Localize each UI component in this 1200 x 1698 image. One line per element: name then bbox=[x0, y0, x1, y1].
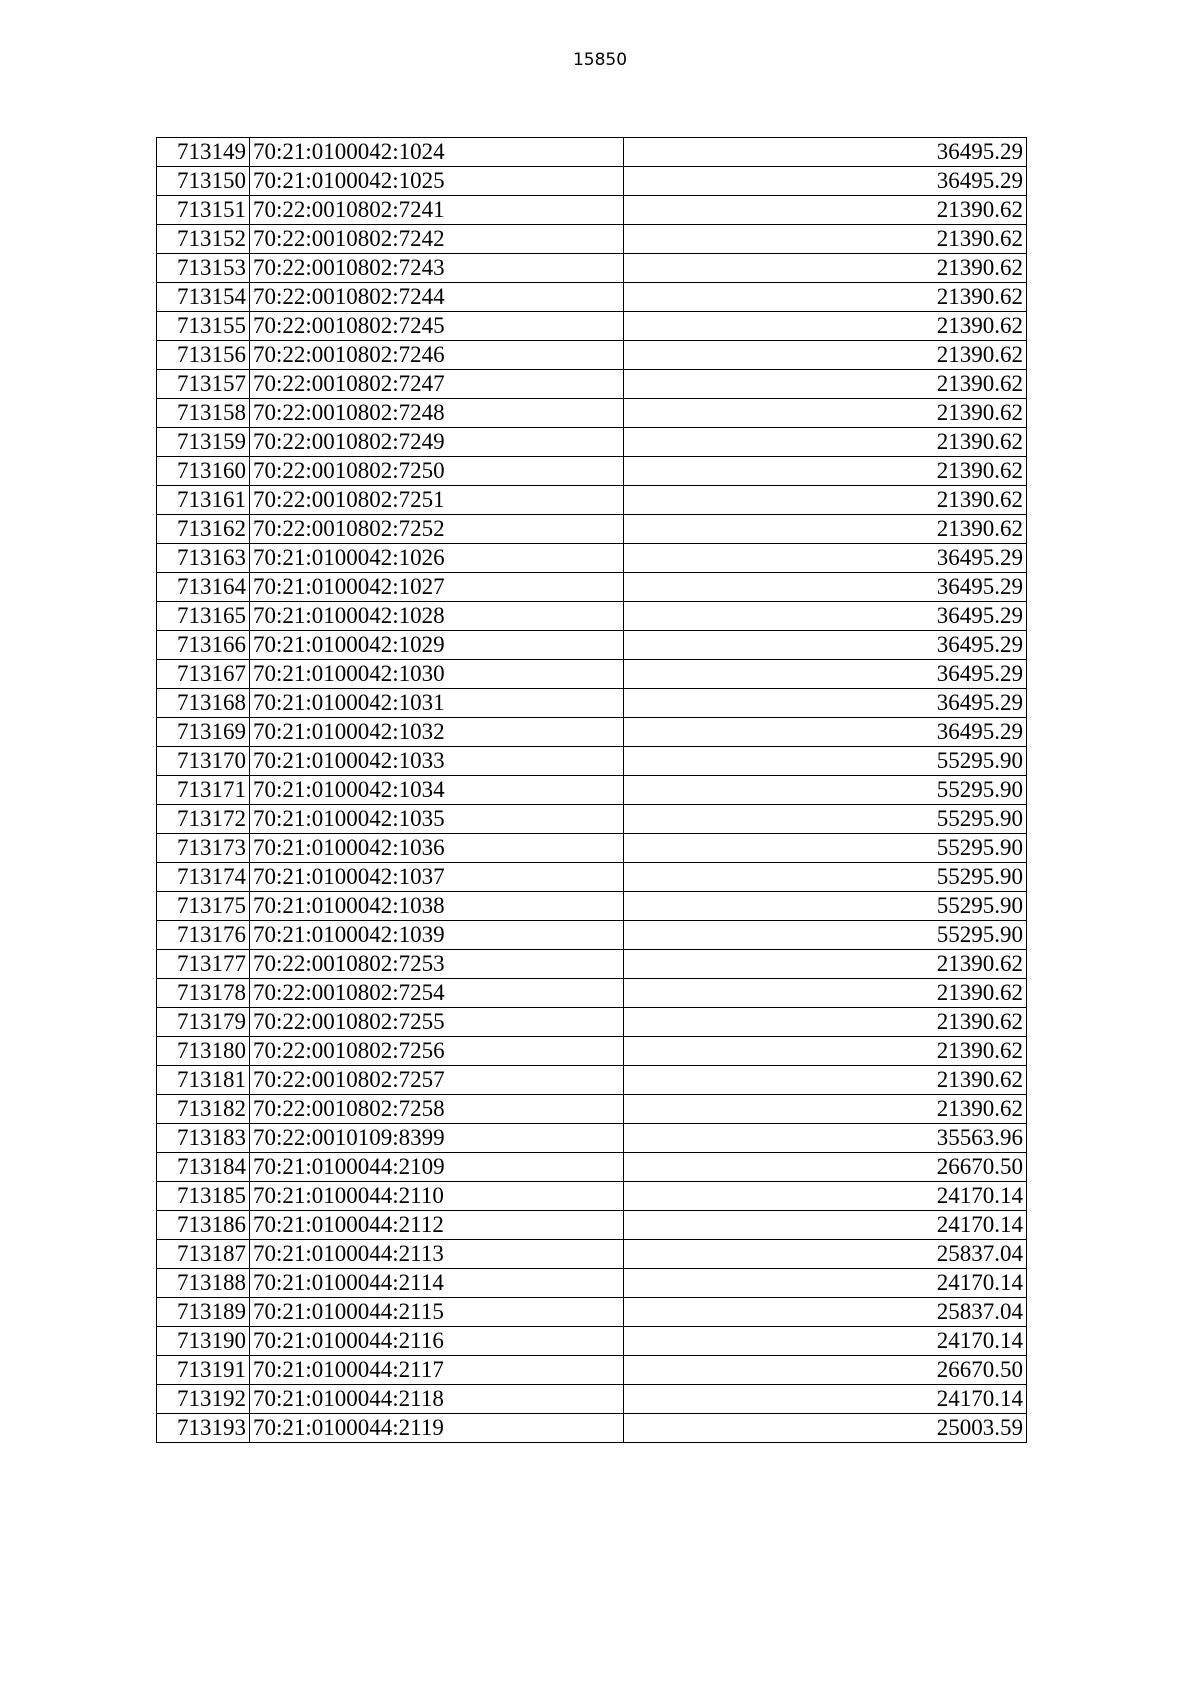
cadastral-value-cell: 26670.50 bbox=[624, 1356, 1027, 1385]
cadastral-value-cell: 21390.62 bbox=[624, 486, 1027, 515]
cadastral-value-cell: 36495.29 bbox=[624, 689, 1027, 718]
cadastral-number-cell: 70:21:0100042:1027 bbox=[250, 573, 624, 602]
row-number-cell: 713160 bbox=[157, 457, 250, 486]
cadastral-value-cell: 21390.62 bbox=[624, 341, 1027, 370]
cadastral-value-cell: 21390.62 bbox=[624, 225, 1027, 254]
cadastral-number-cell: 70:21:0100044:2113 bbox=[250, 1240, 624, 1269]
table-row bbox=[157, 1385, 1027, 1414]
cadastral-number-cell: 70:22:0010802:7247 bbox=[250, 370, 624, 399]
table-row bbox=[157, 892, 1027, 921]
table-row bbox=[157, 1240, 1027, 1269]
cadastral-value-cell: 25003.59 bbox=[624, 1414, 1027, 1443]
table-row bbox=[157, 1182, 1027, 1211]
cadastral-number-cell: 70:21:0100042:1036 bbox=[250, 834, 624, 863]
row-number-cell: 713155 bbox=[157, 312, 250, 341]
cadastral-number-cell: 70:21:0100044:2110 bbox=[250, 1182, 624, 1211]
row-number-cell: 713157 bbox=[157, 370, 250, 399]
table-row bbox=[157, 1414, 1027, 1443]
row-number-cell: 713192 bbox=[157, 1385, 250, 1414]
table-row bbox=[157, 283, 1027, 312]
cadastral-number-cell: 70:21:0100042:1039 bbox=[250, 921, 624, 950]
cadastral-number-cell: 70:21:0100044:2118 bbox=[250, 1385, 624, 1414]
cadastral-value-cell: 55295.90 bbox=[624, 834, 1027, 863]
cadastral-value-cell: 24170.14 bbox=[624, 1182, 1027, 1211]
cadastral-value-cell: 25837.04 bbox=[624, 1240, 1027, 1269]
row-number-cell: 713166 bbox=[157, 631, 250, 660]
table-row bbox=[157, 1037, 1027, 1066]
table-row bbox=[157, 1095, 1027, 1124]
cadastral-value-cell: 55295.90 bbox=[624, 921, 1027, 950]
table-row bbox=[157, 399, 1027, 428]
table-row bbox=[157, 254, 1027, 283]
table-row bbox=[157, 979, 1027, 1008]
row-number-cell: 713177 bbox=[157, 950, 250, 979]
cadastral-number-cell: 70:22:0010802:7250 bbox=[250, 457, 624, 486]
cadastral-number-cell: 70:21:0100042:1033 bbox=[250, 747, 624, 776]
cadastral-number-cell: 70:21:0100042:1034 bbox=[250, 776, 624, 805]
cadastral-number-cell: 70:22:0010802:7249 bbox=[250, 428, 624, 457]
cadastral-number-cell: 70:21:0100044:2119 bbox=[250, 1414, 624, 1443]
cadastral-number-cell: 70:22:0010802:7241 bbox=[250, 196, 624, 225]
table-row bbox=[157, 631, 1027, 660]
cadastral-value-cell: 21390.62 bbox=[624, 370, 1027, 399]
cadastral-value-cell: 26670.50 bbox=[624, 1153, 1027, 1182]
row-number-cell: 713187 bbox=[157, 1240, 250, 1269]
cadastral-number-cell: 70:22:0010802:7242 bbox=[250, 225, 624, 254]
cadastral-value-cell: 21390.62 bbox=[624, 1037, 1027, 1066]
cadastral-number-cell: 70:21:0100042:1030 bbox=[250, 660, 624, 689]
table-row bbox=[157, 921, 1027, 950]
row-number-cell: 713173 bbox=[157, 834, 250, 863]
table-row bbox=[157, 660, 1027, 689]
cadastral-value-table bbox=[156, 137, 1027, 1443]
cadastral-value-cell: 55295.90 bbox=[624, 747, 1027, 776]
cadastral-value-cell: 25837.04 bbox=[624, 1298, 1027, 1327]
row-number-cell: 713188 bbox=[157, 1269, 250, 1298]
cadastral-number-cell: 70:22:0010802:7254 bbox=[250, 979, 624, 1008]
row-number-cell: 713176 bbox=[157, 921, 250, 950]
cadastral-value-cell: 36495.29 bbox=[624, 660, 1027, 689]
row-number-cell: 713185 bbox=[157, 1182, 250, 1211]
cadastral-value-cell: 55295.90 bbox=[624, 805, 1027, 834]
cadastral-number-cell: 70:21:0100044:2117 bbox=[250, 1356, 624, 1385]
row-number-cell: 713184 bbox=[157, 1153, 250, 1182]
cadastral-number-cell: 70:22:0010802:7244 bbox=[250, 283, 624, 312]
cadastral-value-cell: 55295.90 bbox=[624, 892, 1027, 921]
cadastral-value-cell: 21390.62 bbox=[624, 515, 1027, 544]
cadastral-number-cell: 70:22:0010109:8399 bbox=[250, 1124, 624, 1153]
cadastral-number-cell: 70:22:0010802:7248 bbox=[250, 399, 624, 428]
row-number-cell: 713172 bbox=[157, 805, 250, 834]
row-number-cell: 713165 bbox=[157, 602, 250, 631]
table-row bbox=[157, 515, 1027, 544]
table-row bbox=[157, 312, 1027, 341]
cadastral-value-cell: 21390.62 bbox=[624, 457, 1027, 486]
row-number-cell: 713179 bbox=[157, 1008, 250, 1037]
row-number-cell: 713181 bbox=[157, 1066, 250, 1095]
table-row bbox=[157, 1008, 1027, 1037]
cadastral-number-cell: 70:22:0010802:7245 bbox=[250, 312, 624, 341]
table-row bbox=[157, 370, 1027, 399]
table-row bbox=[157, 718, 1027, 747]
cadastral-value-cell: 36495.29 bbox=[624, 167, 1027, 196]
row-number-cell: 713167 bbox=[157, 660, 250, 689]
row-number-cell: 713151 bbox=[157, 196, 250, 225]
cadastral-number-cell: 70:22:0010802:7246 bbox=[250, 341, 624, 370]
table-row bbox=[157, 1298, 1027, 1327]
row-number-cell: 713162 bbox=[157, 515, 250, 544]
cadastral-value-cell: 21390.62 bbox=[624, 254, 1027, 283]
table-row bbox=[157, 225, 1027, 254]
row-number-cell: 713163 bbox=[157, 544, 250, 573]
table-row bbox=[157, 167, 1027, 196]
cadastral-number-cell: 70:22:0010802:7253 bbox=[250, 950, 624, 979]
cadastral-number-cell: 70:21:0100044:2112 bbox=[250, 1211, 624, 1240]
row-number-cell: 713170 bbox=[157, 747, 250, 776]
row-number-cell: 713156 bbox=[157, 341, 250, 370]
cadastral-value-cell: 36495.29 bbox=[624, 573, 1027, 602]
table-row bbox=[157, 950, 1027, 979]
table-row bbox=[157, 747, 1027, 776]
row-number-cell: 713159 bbox=[157, 428, 250, 457]
row-number-cell: 713182 bbox=[157, 1095, 250, 1124]
cadastral-value-cell: 55295.90 bbox=[624, 776, 1027, 805]
cadastral-value-cell: 21390.62 bbox=[624, 283, 1027, 312]
cadastral-number-cell: 70:21:0100042:1035 bbox=[250, 805, 624, 834]
row-number-cell: 713164 bbox=[157, 573, 250, 602]
row-number-cell: 713154 bbox=[157, 283, 250, 312]
table-row bbox=[157, 1124, 1027, 1153]
cadastral-number-cell: 70:22:0010802:7251 bbox=[250, 486, 624, 515]
table-row bbox=[157, 834, 1027, 863]
cadastral-number-cell: 70:21:0100042:1031 bbox=[250, 689, 624, 718]
cadastral-number-cell: 70:21:0100044:2114 bbox=[250, 1269, 624, 1298]
row-number-cell: 713190 bbox=[157, 1327, 250, 1356]
cadastral-value-cell: 36495.29 bbox=[624, 602, 1027, 631]
row-number-cell: 713171 bbox=[157, 776, 250, 805]
row-number-cell: 713158 bbox=[157, 399, 250, 428]
table-row bbox=[157, 428, 1027, 457]
cadastral-number-cell: 70:22:0010802:7255 bbox=[250, 1008, 624, 1037]
cadastral-number-cell: 70:21:0100042:1026 bbox=[250, 544, 624, 573]
cadastral-value-cell: 21390.62 bbox=[624, 399, 1027, 428]
cadastral-value-cell: 24170.14 bbox=[624, 1385, 1027, 1414]
cadastral-value-cell: 36495.29 bbox=[624, 631, 1027, 660]
table-row bbox=[157, 805, 1027, 834]
row-number-cell: 713180 bbox=[157, 1037, 250, 1066]
cadastral-value-cell: 24170.14 bbox=[624, 1327, 1027, 1356]
page-number: 15850 bbox=[572, 50, 628, 70]
table-row bbox=[157, 1211, 1027, 1240]
row-number-cell: 713169 bbox=[157, 718, 250, 747]
cadastral-number-cell: 70:21:0100042:1028 bbox=[250, 602, 624, 631]
cadastral-value-cell: 21390.62 bbox=[624, 1008, 1027, 1037]
row-number-cell: 713168 bbox=[157, 689, 250, 718]
row-number-cell: 713152 bbox=[157, 225, 250, 254]
row-number-cell: 713149 bbox=[157, 138, 250, 167]
table-row bbox=[157, 776, 1027, 805]
table-row bbox=[157, 196, 1027, 225]
table-row bbox=[157, 1066, 1027, 1095]
cadastral-value-cell: 36495.29 bbox=[624, 138, 1027, 167]
table-row bbox=[157, 1153, 1027, 1182]
table-row bbox=[157, 689, 1027, 718]
cadastral-number-cell: 70:21:0100042:1029 bbox=[250, 631, 624, 660]
cadastral-value-cell: 21390.62 bbox=[624, 1066, 1027, 1095]
cadastral-value-cell: 35563.96 bbox=[624, 1124, 1027, 1153]
cadastral-number-cell: 70:22:0010802:7256 bbox=[250, 1037, 624, 1066]
cadastral-number-cell: 70:21:0100042:1024 bbox=[250, 138, 624, 167]
table-row bbox=[157, 602, 1027, 631]
table-row bbox=[157, 1269, 1027, 1298]
cadastral-value-cell: 55295.90 bbox=[624, 863, 1027, 892]
cadastral-value-cell: 24170.14 bbox=[624, 1211, 1027, 1240]
cadastral-value-cell: 21390.62 bbox=[624, 979, 1027, 1008]
row-number-cell: 713186 bbox=[157, 1211, 250, 1240]
cadastral-value-cell: 36495.29 bbox=[624, 718, 1027, 747]
cadastral-number-cell: 70:21:0100042:1025 bbox=[250, 167, 624, 196]
cadastral-value-cell: 21390.62 bbox=[624, 428, 1027, 457]
table-body bbox=[157, 138, 1027, 1443]
row-number-cell: 713189 bbox=[157, 1298, 250, 1327]
cadastral-number-cell: 70:22:0010802:7252 bbox=[250, 515, 624, 544]
cadastral-value-cell: 36495.29 bbox=[624, 544, 1027, 573]
cadastral-number-cell: 70:21:0100042:1032 bbox=[250, 718, 624, 747]
cadastral-number-cell: 70:22:0010802:7243 bbox=[250, 254, 624, 283]
table-row bbox=[157, 486, 1027, 515]
row-number-cell: 713150 bbox=[157, 167, 250, 196]
cadastral-value-cell: 21390.62 bbox=[624, 1095, 1027, 1124]
table-row bbox=[157, 544, 1027, 573]
table-row bbox=[157, 138, 1027, 167]
table-row bbox=[157, 1327, 1027, 1356]
cadastral-number-cell: 70:21:0100044:2115 bbox=[250, 1298, 624, 1327]
table-row bbox=[157, 457, 1027, 486]
row-number-cell: 713161 bbox=[157, 486, 250, 515]
table-row bbox=[157, 863, 1027, 892]
row-number-cell: 713153 bbox=[157, 254, 250, 283]
cadastral-number-cell: 70:21:0100042:1037 bbox=[250, 863, 624, 892]
table-row bbox=[157, 1356, 1027, 1385]
cadastral-number-cell: 70:21:0100044:2116 bbox=[250, 1327, 624, 1356]
row-number-cell: 713193 bbox=[157, 1414, 250, 1443]
cadastral-number-cell: 70:22:0010802:7257 bbox=[250, 1066, 624, 1095]
table-row bbox=[157, 341, 1027, 370]
row-number-cell: 713191 bbox=[157, 1356, 250, 1385]
row-number-cell: 713174 bbox=[157, 863, 250, 892]
table-row bbox=[157, 573, 1027, 602]
cadastral-value-cell: 21390.62 bbox=[624, 950, 1027, 979]
cadastral-value-cell: 21390.62 bbox=[624, 312, 1027, 341]
cadastral-number-cell: 70:21:0100044:2109 bbox=[250, 1153, 624, 1182]
cadastral-value-cell: 24170.14 bbox=[624, 1269, 1027, 1298]
row-number-cell: 713178 bbox=[157, 979, 250, 1008]
cadastral-number-cell: 70:22:0010802:7258 bbox=[250, 1095, 624, 1124]
cadastral-value-cell: 21390.62 bbox=[624, 196, 1027, 225]
cadastral-number-cell: 70:21:0100042:1038 bbox=[250, 892, 624, 921]
row-number-cell: 713183 bbox=[157, 1124, 250, 1153]
row-number-cell: 713175 bbox=[157, 892, 250, 921]
